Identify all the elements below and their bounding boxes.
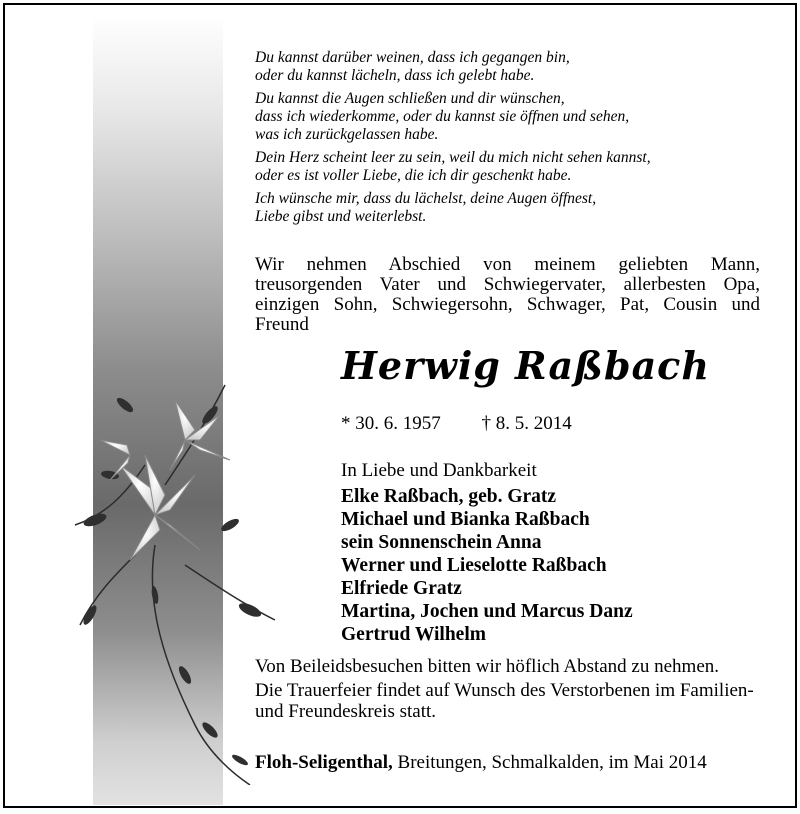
funeral-note: Die Trauerfeier findet auf Wunsch des Verstorbenen im Familien- und Freundeskreis statt. [255,680,754,722]
condolence-note: Von Beileidsbesuchen bitten wir höflich Abstand zu nehmen. [255,656,720,677]
funeral-notice [255,656,760,725]
mourner-name: Martina, Jochen und Marcus Danz [341,601,633,622]
mourner-name: Michael und Bianka Raßbach [341,509,590,530]
deceased-name: Herwig Raßbach [341,343,710,388]
place-date-line [255,752,760,774]
poem-stanza [255,49,725,85]
poem-stanza [255,149,725,185]
dank-line: In Liebe und Dankbarkeit [341,460,537,481]
birth-date: * 30. 6. 1957 [341,413,441,434]
farewell-intro: Wir nehmen Abschied von meinem geliebten Mann, treusorgenden Vater und Schwiegervater, allerbesten Opa, einzigen Sohn, Schwiegersohn, Schwager, Pat, Cousin und Freund [255,254,760,335]
place-bold: Floh-Seligenthal, [255,752,393,773]
poem-line: Dein Herz scheint leer zu sein, weil du mich nicht sehen kannst, [255,149,651,166]
lily-bouquet-image [35,345,285,785]
leaves [81,396,263,768]
mourner-name: Gertrud Wilhelm [341,624,486,645]
obituary-card [3,3,797,808]
mourner-name: sein Sonnenschein Anna [341,532,542,553]
poem-line: Ich wünsche mir, dass du lächelst, deine Augen öffnest, [255,190,597,207]
poem-line: oder du kannst lächeln, dass ich gelebt habe. [255,67,535,84]
mourner-name: Elke Raßbach, geb. Gratz [341,486,557,507]
death-date: † 8. 5. 2014 [481,413,572,434]
mourners-list [341,485,633,646]
lily-blossoms [100,400,230,560]
place-rest: Breitungen, Schmalkalden, im Mai 2014 [392,752,707,773]
memorial-poem [255,49,725,231]
poem-line: Du kannst die Augen schließen und dir wünschen, [255,90,565,107]
poem-line: was ich zurückgelassen habe. [255,126,439,143]
poem-line: dass ich wiederkomme, oder du kannst sie öffnen und sehen, [255,108,630,125]
mourner-name: Werner und Lieselotte Raßbach [341,555,607,576]
poem-line: Du kannst darüber weinen, dass ich gegangen bin, [255,49,570,66]
life-dates [341,413,641,435]
poem-stanza [255,90,725,144]
poem-line: oder es ist voller Liebe, die ich dir geschenkt habe. [255,167,572,184]
poem-stanza [255,190,725,226]
vine-stems [75,385,275,785]
poem-line: Liebe gibst und weiterlebst. [255,208,427,225]
mourner-name: Elfriede Gratz [341,578,462,599]
